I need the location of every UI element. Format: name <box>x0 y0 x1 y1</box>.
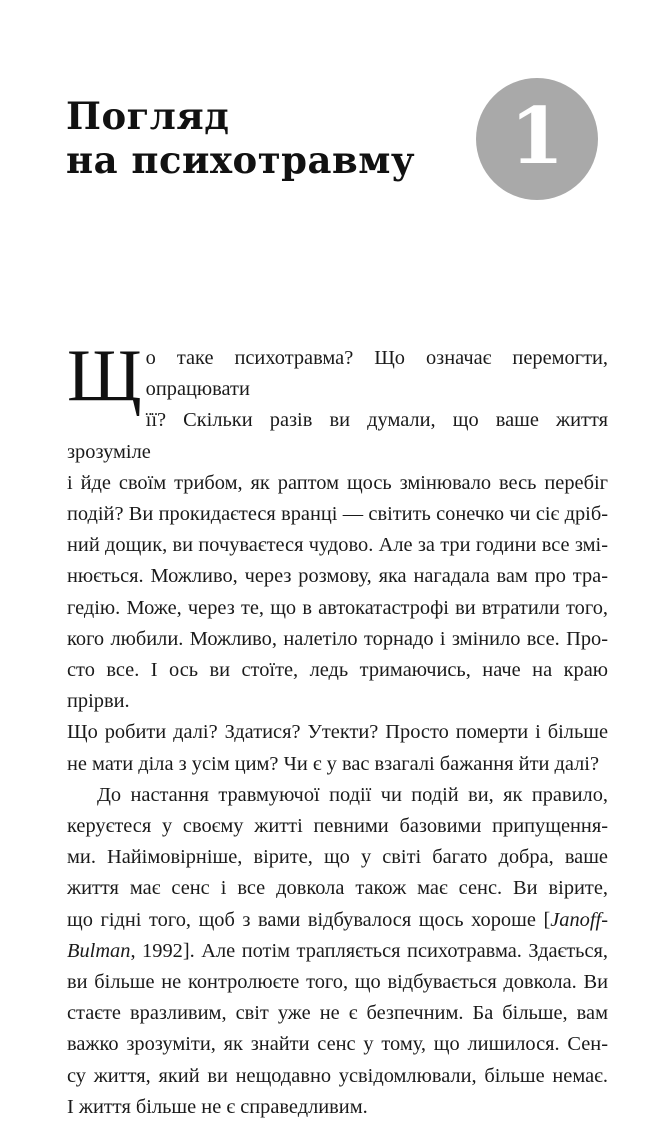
text-line: не мати діла з усім цим? Чи є у вас взагалі бажання йти далі? <box>67 752 599 775</box>
chapter-title-line-2: на психотравму <box>66 138 416 182</box>
chapter-title <box>66 94 415 182</box>
text-line: її? Скільки разів ви думали, що ваше життя зрозуміле <box>67 409 608 463</box>
text-line: су життя, який ви нещодавно усвідомлювали, більше немає. <box>67 1064 608 1087</box>
chapter-number: 1 <box>509 91 565 182</box>
paragraph-2 <box>67 780 608 1123</box>
text-line: Що робити далі? Здатися? Утекти? Просто померти і більше <box>67 721 608 744</box>
dropcap-letter: Щ <box>67 335 142 417</box>
text-line: і йде своїм трибом, як раптом щось змінювало весь перебіг <box>67 471 608 494</box>
text-line: сто все. І ось ви стоїте, ледь тримаючись, наче на краю прірви. <box>67 659 608 713</box>
text-line: ви більше не контролюєте того, що відбувається довкола. Ви <box>67 971 608 994</box>
text-line: І життя більше не є справедливим. <box>67 1095 368 1118</box>
text-line: о таке психотравма? Що означає перемогти, опрацювати <box>145 347 608 401</box>
text-line: стаєте вразливим, світ уже не є безпечним. Ба більше, вам <box>67 1002 608 1025</box>
text-line: ми. Найімовірніше, вірите, що у світі багато добра, ваше <box>67 846 608 869</box>
citation-author: Janoff- <box>550 908 608 931</box>
text-line: ний дощик, ви почуваєтеся чудово. Але за три години все змі- <box>67 534 608 557</box>
paragraph-1 <box>67 335 608 780</box>
text-line: подій? Ви прокидаєтеся вранці — світить сонечко чи сіє дріб- <box>67 503 608 526</box>
text-line: життя має сенс і все довкола також має сенс. Ви вірите, <box>67 877 608 900</box>
text-segment: що гідні того, щоб з вами відбувалося щось хороше [ <box>67 908 551 931</box>
text-line: нюється. Можливо, через розмову, яка нагадала вам про тра- <box>67 565 608 588</box>
text-line: До настання травмуючої події чи подій ви, як правило, <box>97 783 608 806</box>
text-segment: , 1992]. Але потім трапляється психотравма. Здається, <box>130 939 608 962</box>
text-line: гедію. Може, через те, що в автокатастрофі ви втратили того, <box>67 596 608 619</box>
text-line <box>67 905 608 936</box>
citation-author: Bulman <box>67 939 131 962</box>
text-line: важко зрозуміти, як знайти сенс у тому, що лишилося. Сен- <box>67 1033 608 1056</box>
chapter-number-badge <box>476 78 598 200</box>
text-line <box>67 936 608 967</box>
chapter-body <box>67 335 608 1123</box>
text-line: керуєтеся у своєму житті певними базовими припущення- <box>67 815 608 838</box>
chapter-title-line-1: Погляд <box>66 94 230 138</box>
text-line: кого любили. Можливо, налетіло торнадо і змінило все. Про- <box>67 627 608 650</box>
